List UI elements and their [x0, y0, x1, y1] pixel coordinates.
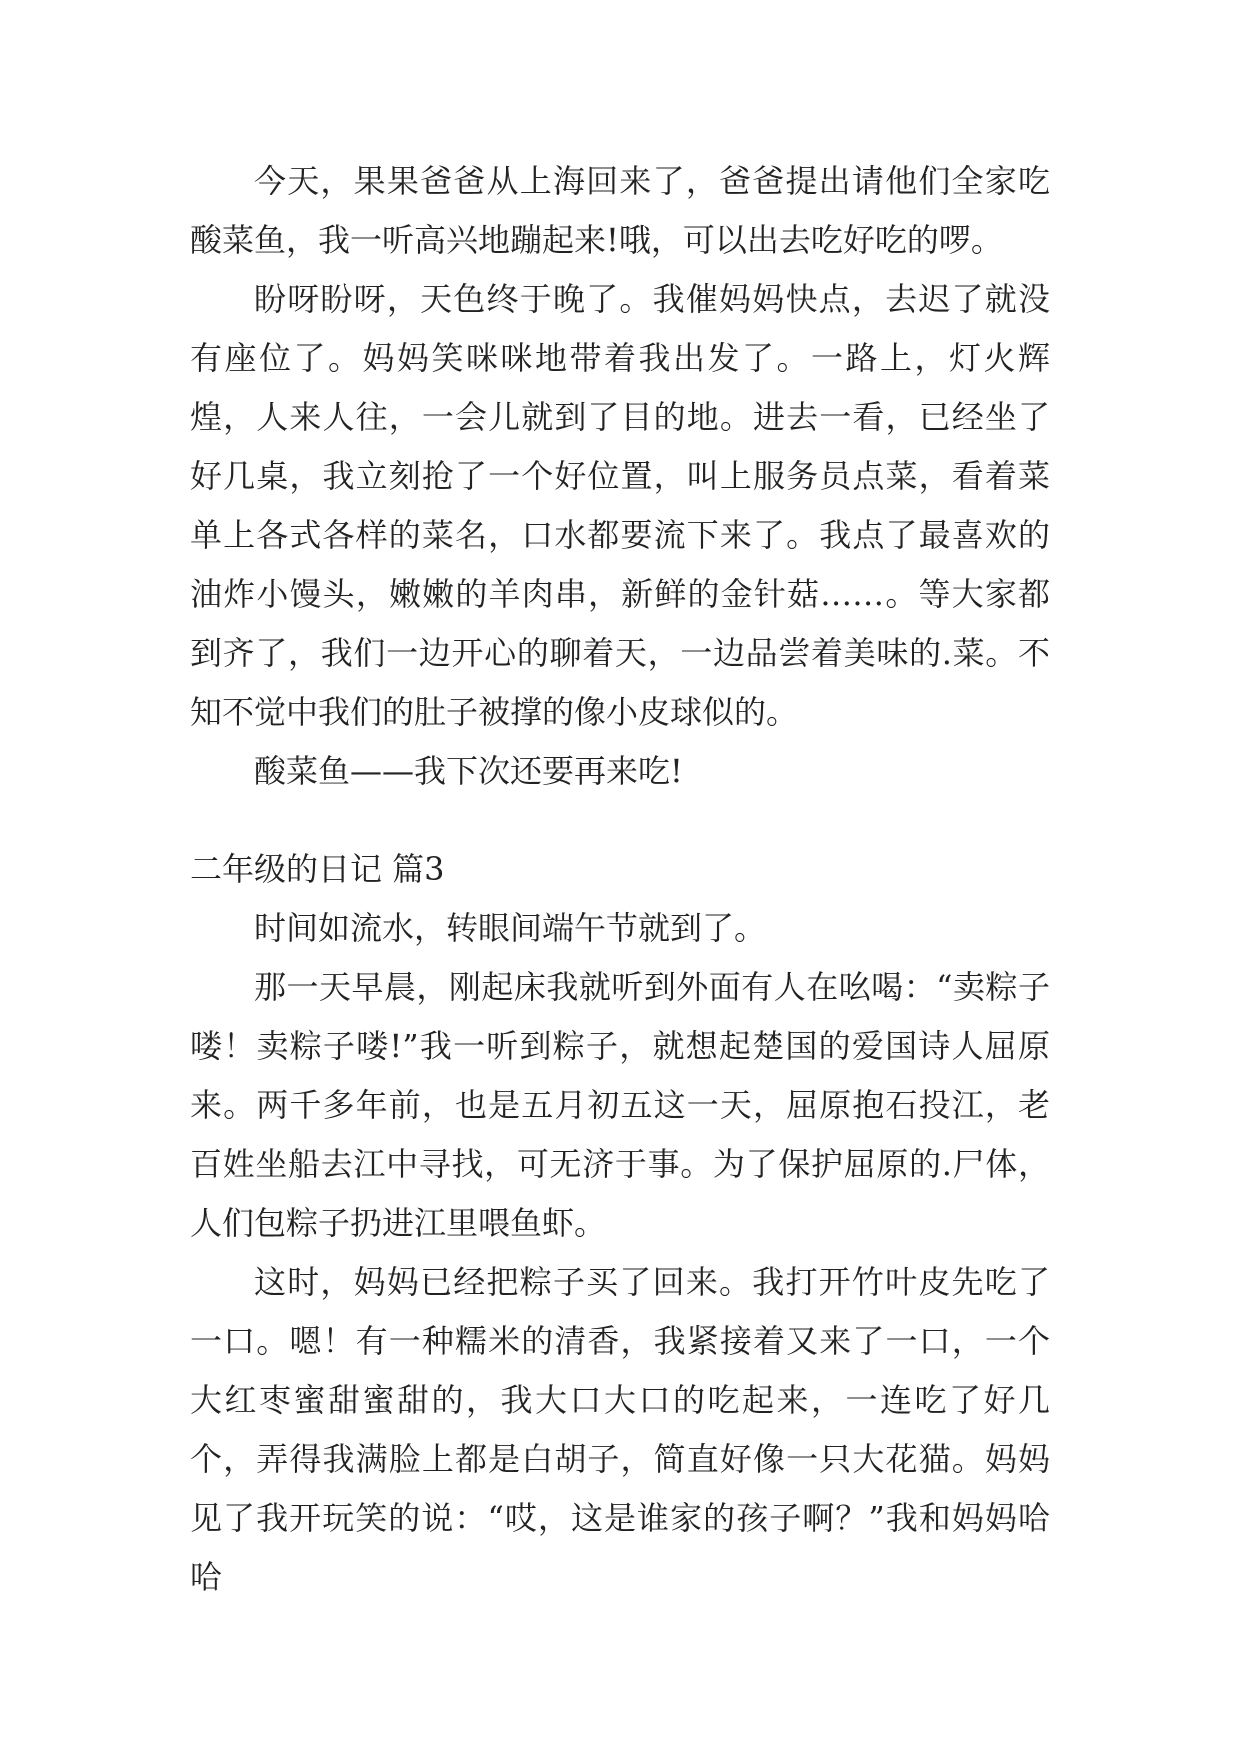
- paragraph: 今天，果果爸爸从上海回来了，爸爸提出请他们全家吃酸菜鱼，我一听高兴地蹦起来!哦，可以出去吃好吃的啰。: [190, 162, 1050, 259]
- paragraph: 这时，妈妈已经把粽子买了回来。我打开竹叶皮先吃了一口。嗯！有一种糯米的清香，我紧接着又来了一口，一个大红枣蜜甜蜜甜的，我大口大口的吃起来，一连吃了好几个，弄得我满脸上都是白胡子，简直好像一只大花猫。妈妈见了我开玩笑的说：“哎，这是谁家的孩子啊？”我和妈妈哈哈: [190, 1263, 1050, 1596]
- paragraph: 盼呀盼呀，天色终于晚了。我催妈妈快点，去迟了就没有座位了。妈妈笑咪咪地带着我出发了。一路上，灯火辉煌，人来人往，一会儿就到了目的地。进去一看，已经坐了好几桌，我立刻抢了一个好位置，叫上服务员点菜，看着菜单上各式各样的菜名，口水都要流下来了。我点了最喜欢的油炸小馒头，嫩嫩的羊肉串，新鲜的金针菇……。等大家都到齐了，我们一边开心的聊着天，一边品尝着美味的.菜。不知不觉中我们的肚子被撑的像小皮球似的。: [190, 280, 1050, 731]
- paragraph: 时间如流水，转眼间端午节就到了。: [254, 909, 767, 947]
- section-heading: 二年级的日记 篇3: [190, 850, 445, 888]
- paragraph: 酸菜鱼——我下次还要再来吃!: [254, 752, 683, 790]
- paragraph: 那一天早晨，刚起床我就听到外面有人在吆喝：“卖粽子喽！卖粽子喽!”我一听到粽子，就想起楚国的爱国诗人屈原来。两千多年前，也是五月初五这一天，屈原抱石投江，老百姓坐船去江中寻找，可无济于事。为了保护屈原的.尸体，人们包粽子扔进江里喂鱼虾。: [190, 968, 1050, 1242]
- document-page: [190, 152, 1050, 1607]
